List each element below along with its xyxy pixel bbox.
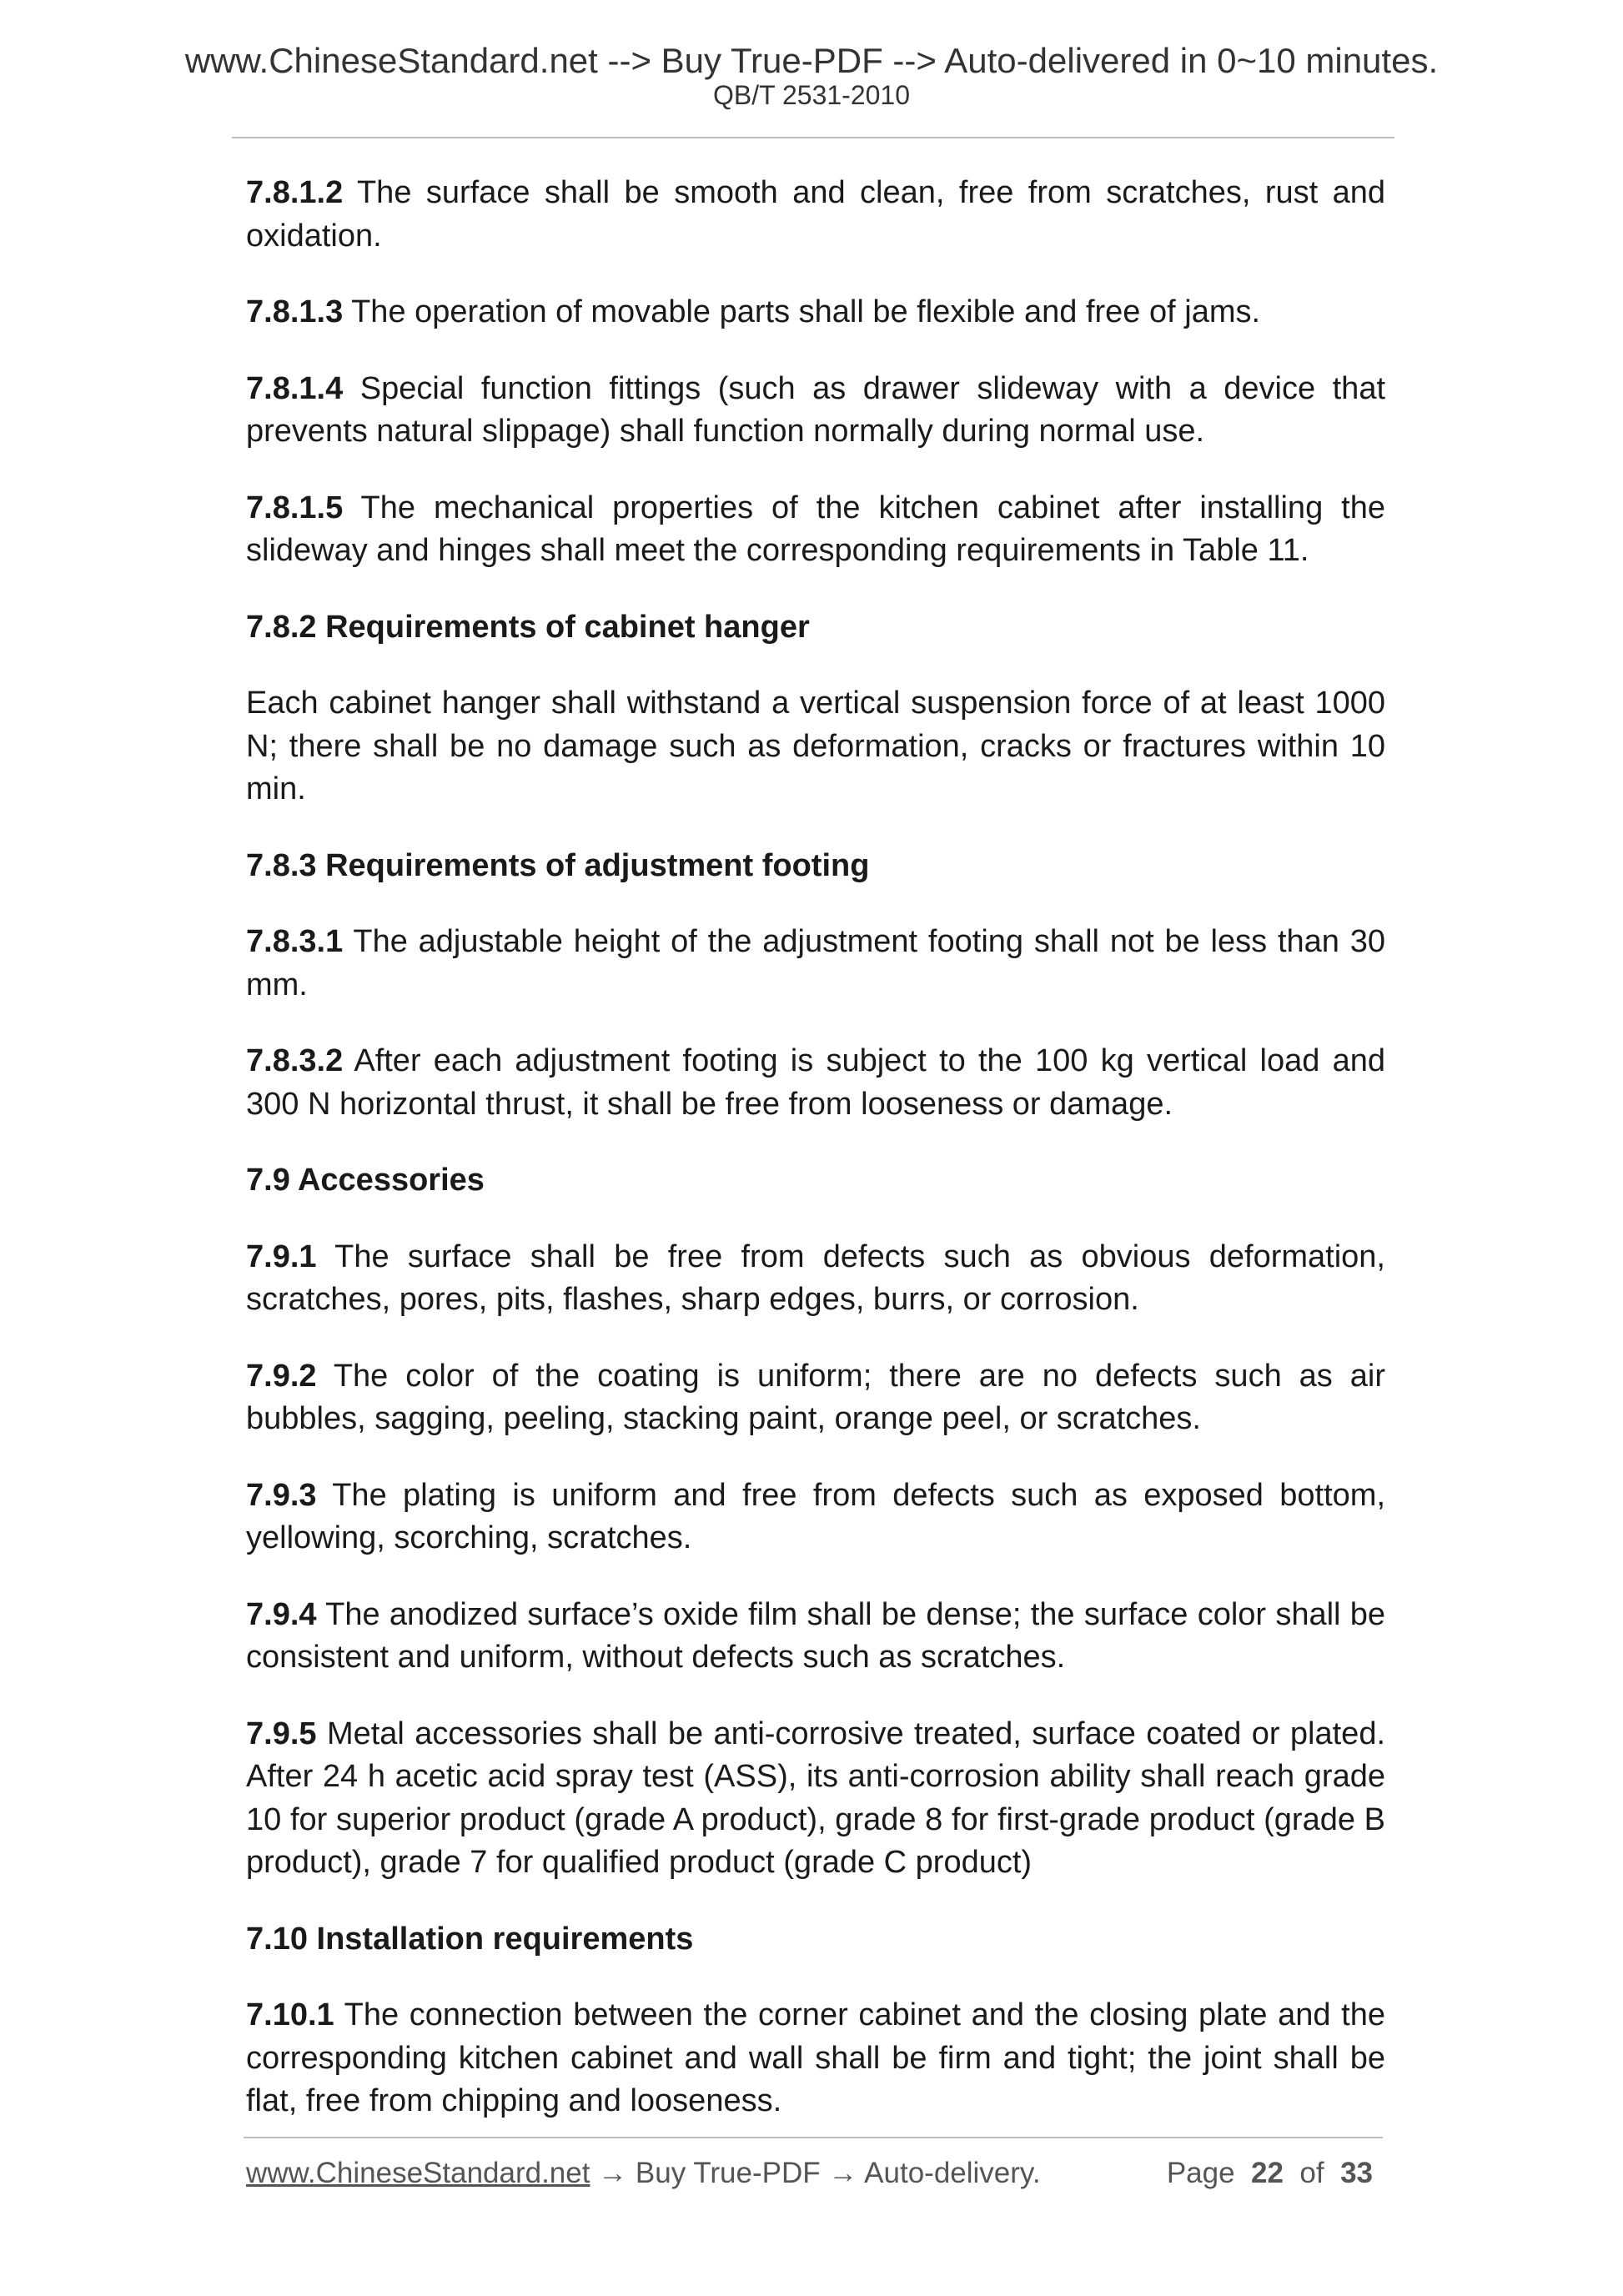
total-pages: 33 bbox=[1340, 2157, 1373, 2189]
clause-number: 7.9.2 bbox=[246, 1358, 317, 1394]
clause-text: The operation of movable parts shall be flexible and free of jams. bbox=[351, 294, 1261, 329]
clause-number: 7.8.1.3 bbox=[246, 294, 344, 329]
clause-text: The plating is uniform and free from defects such as exposed bottom, yellowing, scorching, scratches. bbox=[246, 1477, 1385, 1555]
top-banner: www.ChineseStandard.net --> Buy True-PDF --> Auto-delivered in 0~10 minutes. bbox=[184, 41, 1439, 80]
of-word: of bbox=[1299, 2157, 1324, 2189]
clause-number: 7.10.1 bbox=[246, 1997, 334, 2032]
clause-text: Special function fittings (such as drawer slideway with a device that prevents natural slippage) shall function normally during normal use. bbox=[246, 370, 1386, 449]
clause-number: 7.9.4 bbox=[246, 1596, 317, 1632]
section-heading-7-8-2: 7.8.2 Requirements of cabinet hanger bbox=[246, 609, 810, 645]
clause-text: After each adjustment footing is subject to the 100 kg vertical load and 300 N horizontal thrust, it shall be free from looseness or damage. bbox=[246, 1043, 1385, 1122]
clause-7-8-1-3 bbox=[246, 291, 1385, 334]
clause-text: Metal accessories shall be anti-corrosive treated, surface coated or plated. After 24 h acetic acid spray test (ASS), its anti-corrosion ability shall reach grade 10 for superior product (grade A product), grade 8 for first-grade product (grade B product), grade 7 for qualified product (grade C product) bbox=[246, 1716, 1386, 1880]
section-heading-7-9: 7.9 Accessories bbox=[246, 1163, 485, 1198]
page-footer bbox=[246, 2155, 1385, 2192]
clause-text: Each cabinet hanger shall withstand a vertical suspension force of at least 1000 N; there shall be no damage such as deformation, cracks or fractures within 10 min. bbox=[246, 686, 1385, 806]
clause-7-8-1-2 bbox=[246, 172, 1385, 258]
current-page-number: 22 bbox=[1251, 2157, 1284, 2189]
clause-number: 7.9.1 bbox=[246, 1238, 317, 1274]
clause-7-9-2 bbox=[246, 1355, 1385, 1441]
clause-text: The mechanical properties of the kitchen cabinet after installing the slideway and hinges shall meet the corresponding requirements in Table 11. bbox=[246, 490, 1385, 568]
clause-number: 7.8.3.1 bbox=[246, 924, 344, 959]
clause-7-10-1 bbox=[246, 1994, 1385, 2123]
section-heading-7-8-3: 7.8.3 Requirements of adjustment footing bbox=[246, 847, 870, 883]
clause-text: The connection between the corner cabinet and the closing plate and the corresponding kitchen cabinet and wall shall be firm and tight; the joint shall be flat, free from chipping and looseness. bbox=[246, 1997, 1385, 2118]
section-heading-7-10: 7.10 Installation requirements bbox=[246, 1921, 694, 1957]
clause-text: The color of the coating is uniform; there are no defects such as air bubbles, sagging, peeling, stacking paint, orange peel, or scratches. bbox=[246, 1358, 1386, 1436]
footer-divider bbox=[244, 2137, 1383, 2138]
clause-text: The surface shall be free from defects such as obvious deformation, scratches, pores, pits, flashes, sharp edges, burrs, or corrosion. bbox=[246, 1238, 1385, 1317]
footer-site-link[interactable]: www.ChineseStandard.net bbox=[246, 2157, 590, 2189]
clause-7-8-1-4 bbox=[246, 368, 1385, 454]
clause-number: 7.8.1.2 bbox=[246, 175, 344, 210]
clause-7-8-3-2 bbox=[246, 1040, 1385, 1126]
header-divider bbox=[232, 137, 1394, 138]
page-word: Page bbox=[1166, 2157, 1235, 2189]
clause-7-9-1 bbox=[246, 1236, 1385, 1322]
clause-text: The surface shall be smooth and clean, free from scratches, rust and oxidation. bbox=[246, 175, 1385, 254]
clause-text: The adjustable height of the adjustment footing shall not be less than 30 mm. bbox=[246, 924, 1385, 1002]
clause-number: 7.9.3 bbox=[246, 1477, 317, 1513]
clause-number: 7.8.1.4 bbox=[246, 370, 344, 406]
clause-7-8-2-body bbox=[246, 682, 1385, 811]
clause-7-8-3-1 bbox=[246, 921, 1385, 1007]
page-indicator bbox=[1167, 2155, 1373, 2192]
clause-7-9-5 bbox=[246, 1713, 1385, 1885]
footer-tagline: → Buy True-PDF → Auto-delivery. bbox=[590, 2157, 1041, 2189]
clause-number: 7.8.3.2 bbox=[246, 1043, 344, 1078]
clause-7-8-1-5 bbox=[246, 487, 1385, 573]
clause-7-9-4 bbox=[246, 1594, 1385, 1680]
clause-text: The anodized surface’s oxide film shall be dense; the surface color shall be consistent and uniform, without defects such as scratches. bbox=[246, 1596, 1385, 1675]
clause-7-9-3 bbox=[246, 1475, 1385, 1560]
clause-number: 7.8.1.5 bbox=[246, 490, 344, 525]
standard-code: QB/T 2531-2010 bbox=[712, 80, 910, 110]
clause-number: 7.9.5 bbox=[246, 1716, 317, 1751]
document-body bbox=[246, 172, 1385, 2157]
